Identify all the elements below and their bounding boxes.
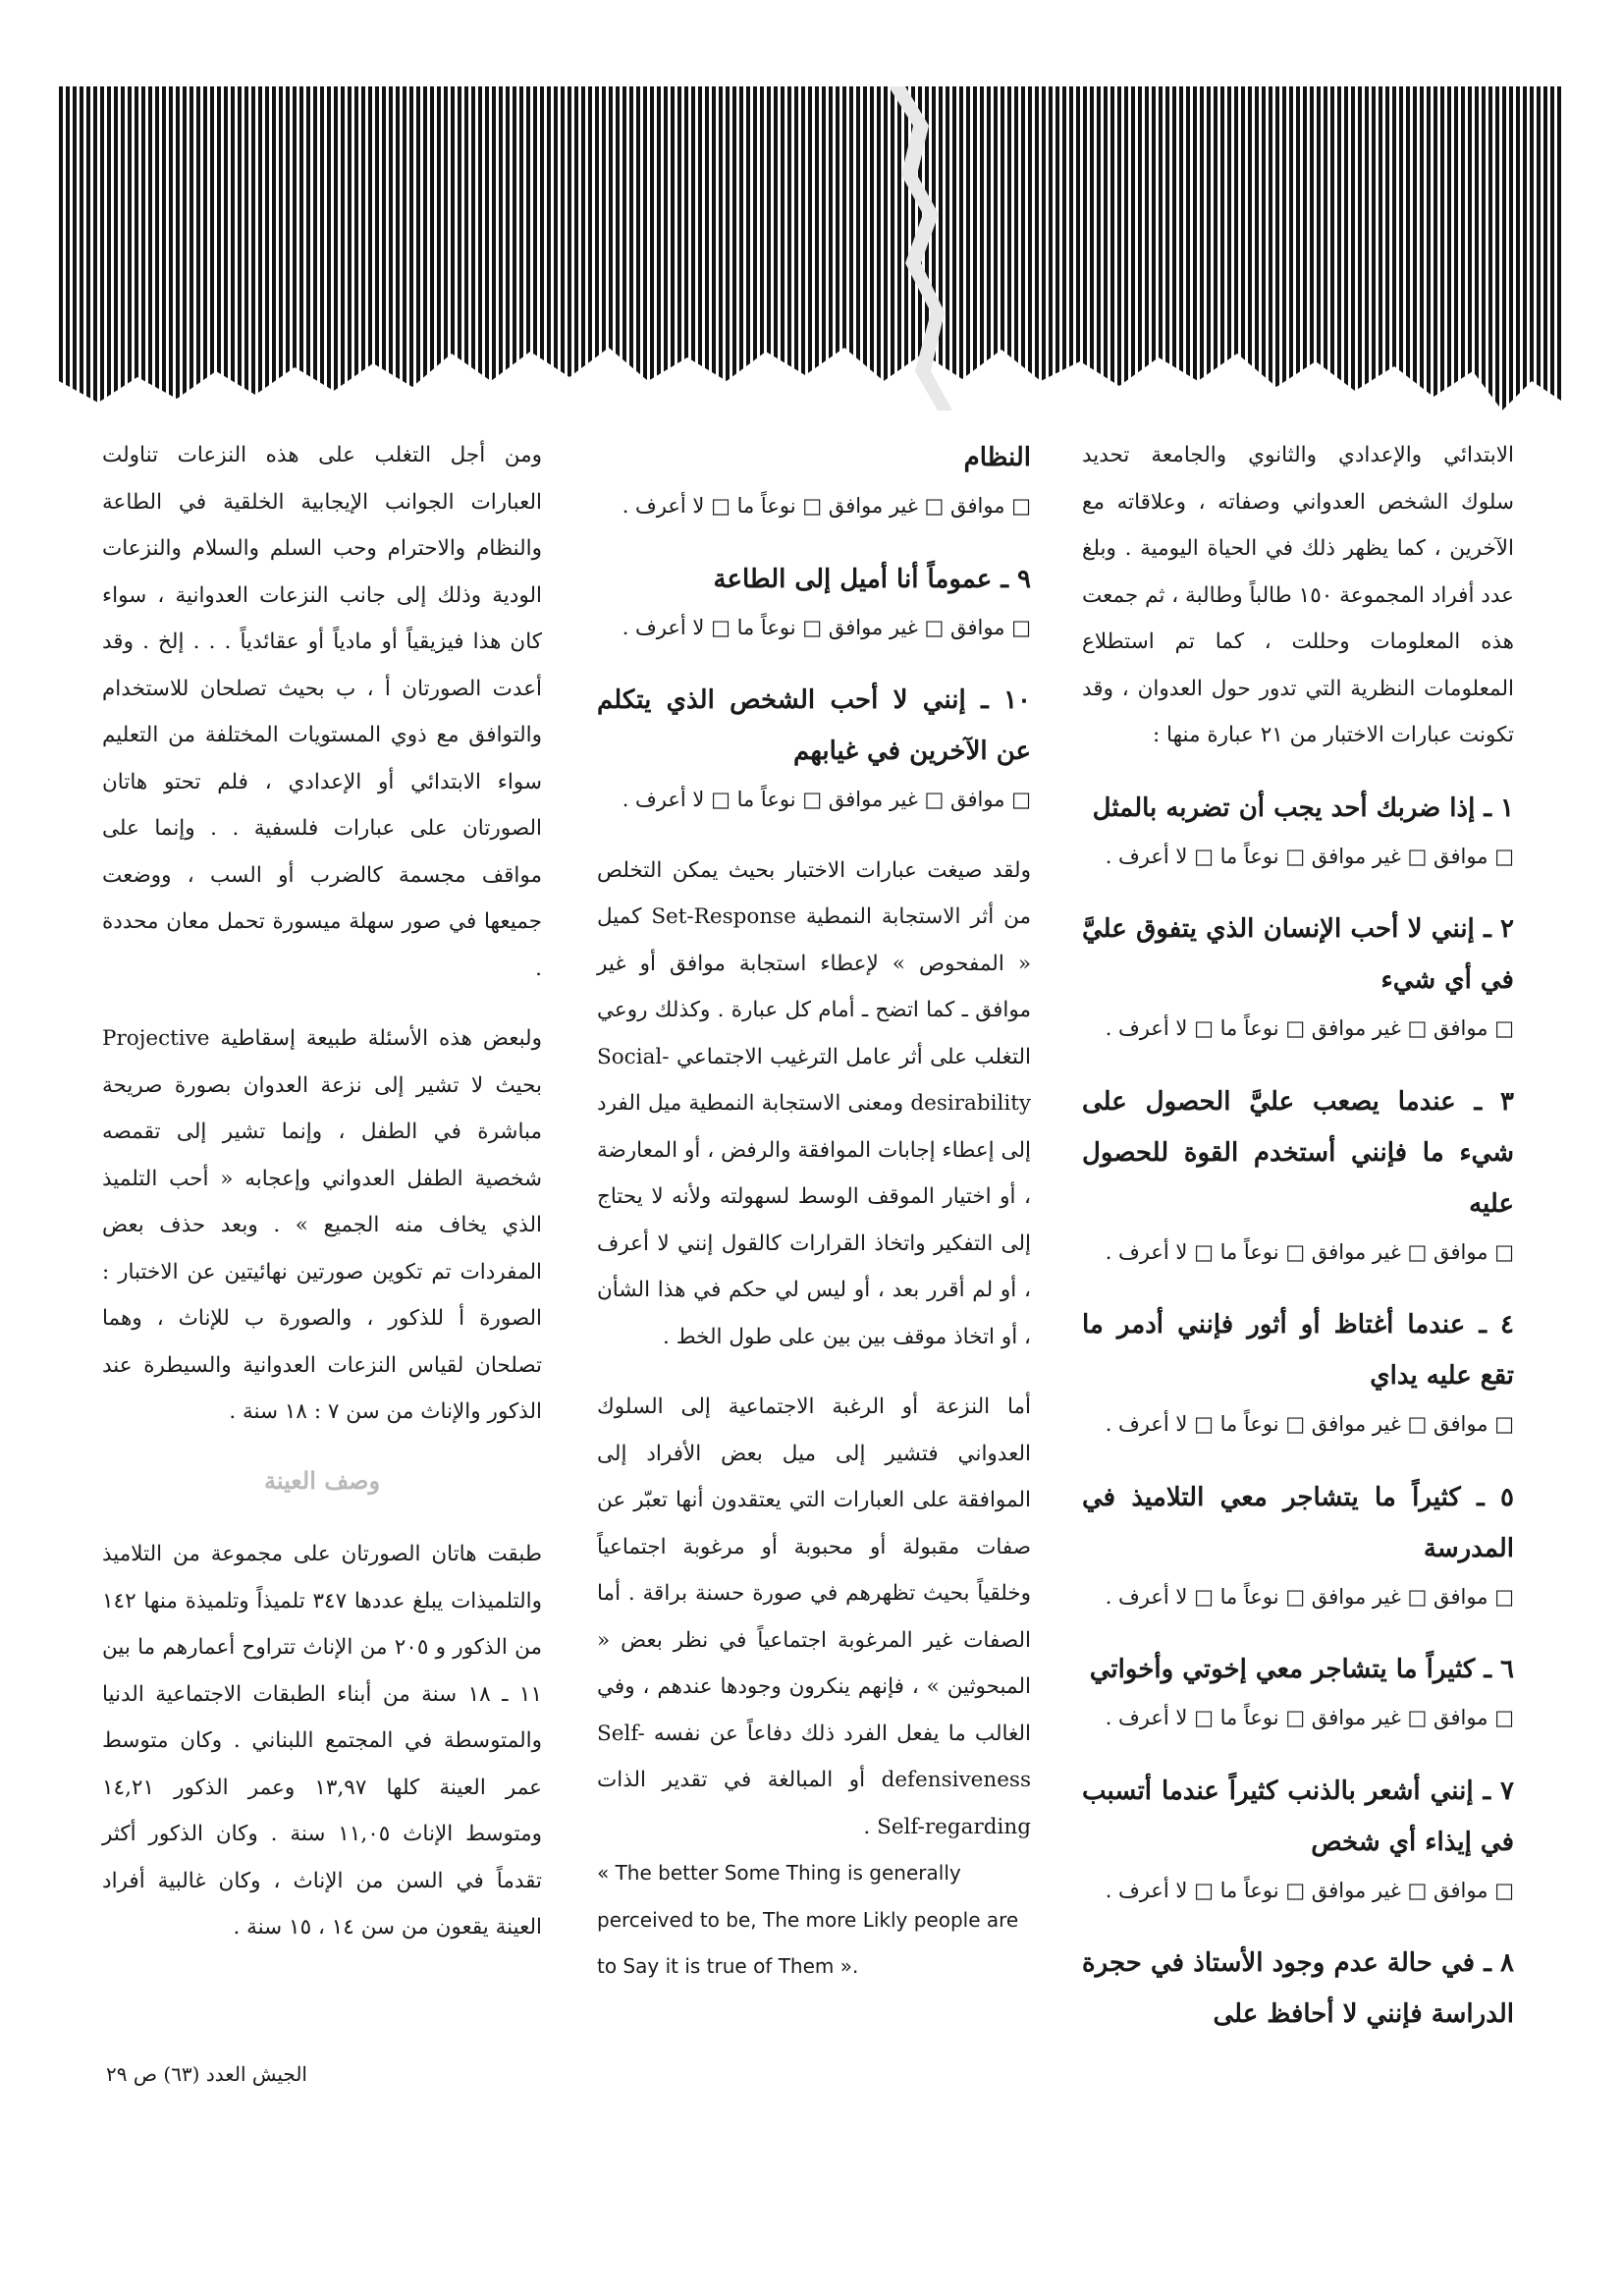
section-heading-sample: وصف العينة	[263, 1465, 381, 1495]
sample-description-paragraph: طبقت هاتان الصورتان على مجموعة من التلاميذ والتلميذات يبلغ عددها ٣٤٧ تلميذاً وتلميذة منها ١٤٢ من الذكور و ٢٠٥ من الإناث تتراوح أعمارهم ما بين ١١ ـ ١٨ سنة من أبناء الطبقات الاجتماعية الدنيا والمتوسطة في المجتمع اللبناني . وكان متوسط عمر العينة كلها ١٣,٩٧ وعمر الذكور ١٤,٢١ ومتوسط الإناث ١١,٠٥ سنة . وكان الذكور أكثر تقدماً في السن من الإناث ، وكان غالبية أفراد العينة يقعون من سن ١٤ ، ١٥ سنة .	[102, 1542, 543, 1940]
question-2-options: □ موافق □ غير موافق □ نوعاً ما □ لا أعرف .	[1105, 1016, 1514, 1040]
question-4-options: □ موافق □ غير موافق □ نوعاً ما □ لا أعرف .	[1105, 1412, 1514, 1436]
question-6-options: □ موافق □ غير موافق □ نوعاً ما □ لا أعرف .	[1105, 1706, 1514, 1729]
page-footer: الجيش العدد (٦٣) ص ٢٩	[106, 2062, 307, 2086]
middle-column	[597, 432, 1031, 1991]
question-6: ٦ ـ كثيراً ما يتشاجر معي إخوتي وأخواتي	[1089, 1655, 1514, 1684]
question-1: ١ ـ إذا ضربك أحد يجب أن تضربه بالمثل	[1092, 793, 1514, 823]
question-3: ٣ ـ عندما يصعب عليَّ الحصول على شيء ما فإنني أستخدم القوة للحصول عليه	[1082, 1086, 1514, 1219]
question-10: ١٠ ـ إنني لا أحب الشخص الذي يتكلم عن الآخرين في غيابهم	[597, 685, 1031, 766]
decorative-striped-banner	[59, 86, 1561, 410]
question-7-options: □ موافق □ غير موافق □ نوعاً ما □ لا أعرف .	[1105, 1878, 1514, 1902]
question-1-options: □ موافق □ غير موافق □ نوعاً ما □ لا أعرف .	[1105, 844, 1514, 868]
social-desirability-paragraph: أما النزعة أو الرغبة الاجتماعية إلى السلوك العدواني فتشير إلى ميل بعض الأفراد إلى الموافقة على العبارات التي يعتقدون أنها تعبّر عن صفات مقبولة أو محبوبة أو مرغوبة اجتماعياً وخلقياً بحيث تظهرهم في صورة حسنة براقة . أما الصفات غير المرغوبة اجتماعياً في نظر بعض « المبحوثين » ، فإنهم ينكرون وجودها عندهم ، وفي الغالب ما يفعل الفرد ذلك دفاعاً عن نفسه Self-defensiveness أو المبالغة في تقدير الذات Self-regarding .	[597, 1394, 1031, 1839]
question-8-options: □ موافق □ غير موافق □ نوعاً ما □ لا أعرف .	[622, 494, 1031, 518]
question-9-options: □ موافق □ غير موافق □ نوعاً ما □ لا أعرف .	[622, 615, 1031, 639]
question-5: ٥ ـ كثيراً ما يتشاجر معي التلاميذ في المدرسة	[1082, 1482, 1514, 1563]
question-3-options: □ موافق □ غير موافق □ نوعاً ما □ لا أعرف .	[1105, 1239, 1514, 1264]
question-4: ٤ ـ عندما أغتاظ أو أثور فإنني أدمر ما تقع عليه يداي	[1082, 1310, 1514, 1391]
question-9: ٩ ـ عموماً أنا أميل إلى الطاعة	[713, 564, 1031, 594]
question-8: ٨ ـ في حالة عدم وجود الأستاذ في حجرة الدراسة فإنني لا أحافظ على	[1082, 1948, 1514, 2029]
english-quote: « The better Some Thing is generally perceived to be, The more Likly people are to Say it is true of Them ».	[597, 1861, 1019, 1978]
intro-paragraph: الابتدائي والإعدادي والثانوي والجامعة تحديد سلوك الشخص العدواني وصفاته ، وعلاقاته مع الآخرين ، كما يظهر ذلك في الحياة اليومية . وبلغ عدد أفراد المجموعة ١٥٠ طالباً وطالبة ، ثم جمعت هذه المعلومات وحللت ، كما تم استطلاع المعلومات النظرية التي تدور حول العدوان ، وقد تكونت عبارات الاختبار من ٢١ عبارة منها :	[1082, 443, 1514, 747]
question-8-continued: النظام	[963, 443, 1031, 472]
positive-aspects-paragraph: ومن أجل التغلب على هذه النزعات تناولت العبارات الجوانب الإيجابية الخلقية في الطاعة والنظام والاحترام وحب السلم والسلام والنزعات الودية وذلك إلى جانب النزعات العدوانية ، سواء كان هذا فيزيقياً أو مادياً أو عقائدياً . . . إلخ . وقد أعدت الصورتان أ ، ب بحيث تصلحان للاستخدام والتوافق مع ذوي المستويات المختلفة من التعليم سواء الابتدائي أو الإعدادي ، فلم تحتو هاتان الصورتان على عبارات فلسفية . . وإنما على مواقف مجسمة كالضرب أو السب ، ووضعت جميعها في صور سهلة ميسورة تحمل معان محددة .	[102, 443, 542, 981]
right-column	[1082, 432, 1514, 2040]
projective-paragraph: ولبعض هذه الأسئلة طبيعة إسقاطية Projective بحيث لا تشير إلى نزعة العدوان بصورة صريحة مباشرة في الطفل ، وإنما تشير إلى تقمصه شخصية الطفل العدواني وإعجابه « أحب التلميذ الذي يخاف منه الجميع » . وبعد حذف بعض المفردات تم تكوين صورتين نهائيتين عن الاختبار : الصورة أ للذكور ، والصورة ب للإناث ، وهما تصلحان لقياس النزعات العدوانية والسيطرة عند الذكور والإناث من سن ٧ : ١٨ سنة .	[102, 1026, 542, 1424]
question-10-options: □ موافق □ غير موافق □ نوعاً ما □ لا أعرف .	[622, 788, 1031, 811]
question-2: ٢ ـ إنني لا أحب الإنسان الذي يتفوق عليَّ في أي شيء	[1082, 914, 1514, 995]
question-5-options: □ موافق □ غير موافق □ نوعاً ما □ لا أعرف .	[1105, 1584, 1514, 1609]
left-column	[102, 432, 542, 1951]
response-set-paragraph: ولقد صيغت عبارات الاختبار بحيث يمكن التخلص من أثر الاستجابة النمطية Set-Response كميل « المفحوص » لإعطاء استجابة موافق أو غير موافق ـ كما اتضح ـ أمام كل عبارة . وكذلك روعي التغلب على أثر عامل الترغيب الاجتماعي Social-desirability ومعنى الاستجابة النمطية ميل الفرد إلى إعطاء إجابات الموافقة والرفض ، أو المعارضة ، أو اختيار الموقف الوسط لسهولته ولأنه لا يحتاج إلى التفكير واتخاذ القرارات كالقول إنني لا أعرف ، أو لم أقرر بعد ، أو ليس لي حكم في هذا الشأن ، أو اتخاذ موقف بين بين على طول الخط .	[597, 857, 1031, 1349]
question-7: ٧ ـ إنني أشعر بالذنب كثيراً عندما أتسبب في إيذاء أي شخص	[1082, 1776, 1514, 1857]
